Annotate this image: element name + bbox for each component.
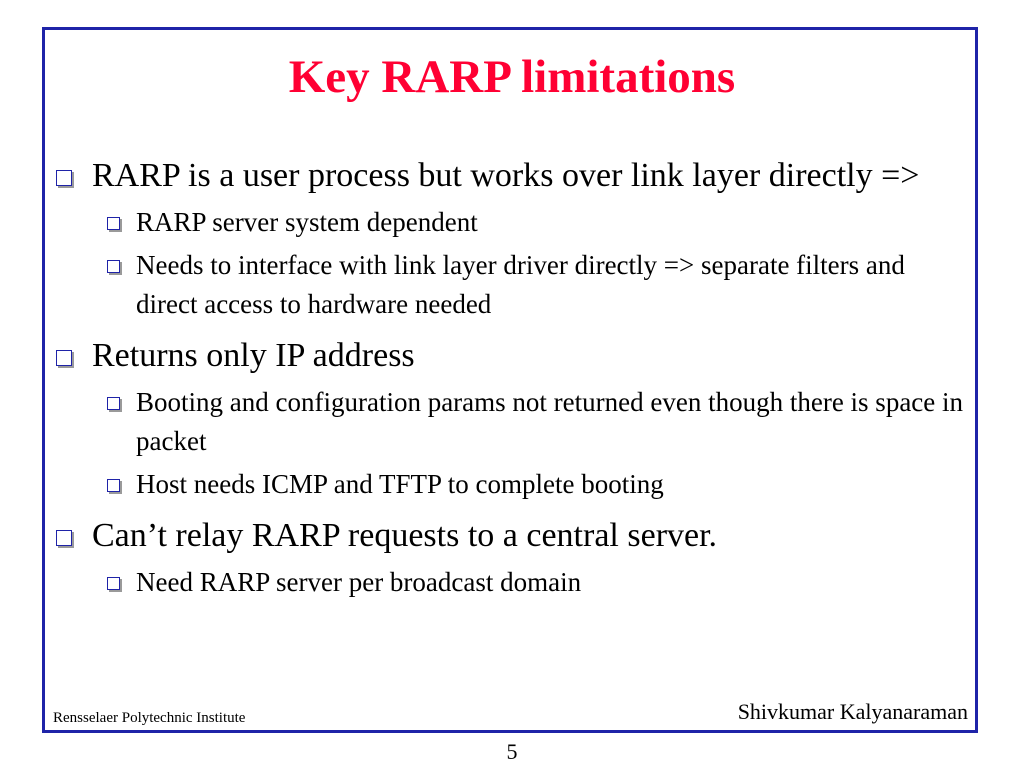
bullet-text: Returns only IP address [92, 337, 415, 374]
bullet-item [52, 334, 972, 377]
sub-bullet-item [106, 203, 972, 242]
square-bullet-icon [56, 350, 72, 366]
sub-bullet-item [106, 465, 972, 504]
sub-bullet-text: Host needs ICMP and TFTP to complete booting [136, 469, 664, 499]
footer-institution: Rensselaer Polytechnic Institute [53, 710, 246, 726]
square-bullet-icon [107, 217, 120, 230]
square-bullet-icon [107, 397, 120, 410]
sub-bullet-text: RARP server system dependent [136, 207, 478, 237]
sub-bullet-item [106, 246, 972, 324]
footer-author: Shivkumar Kalyanaraman [737, 699, 968, 724]
bullet-item [52, 154, 972, 197]
square-bullet-icon [107, 479, 120, 492]
page-number: 5 [506, 739, 518, 764]
square-bullet-icon [107, 577, 120, 590]
square-bullet-icon [107, 260, 120, 273]
sub-bullet-item [106, 383, 972, 461]
slide-title: Key RARP limitations [288, 51, 736, 103]
bullet-text: Can’t relay RARP requests to a central server. [92, 517, 718, 554]
sub-bullet-text: Need RARP server per broadcast domain [136, 567, 582, 597]
sub-bullet-text: Booting and configuration params not returned even though there is space in packet [136, 387, 964, 456]
bullet-list [52, 154, 972, 606]
bullet-text: RARP is a user process but works over link layer directly => [92, 157, 920, 194]
square-bullet-icon [56, 530, 72, 546]
sub-bullet-item [106, 563, 972, 602]
bullet-item [52, 514, 972, 557]
sub-bullet-text: Needs to interface with link layer driver directly => separate filters and direct access to hardware needed [136, 250, 905, 319]
square-bullet-icon [56, 170, 72, 186]
